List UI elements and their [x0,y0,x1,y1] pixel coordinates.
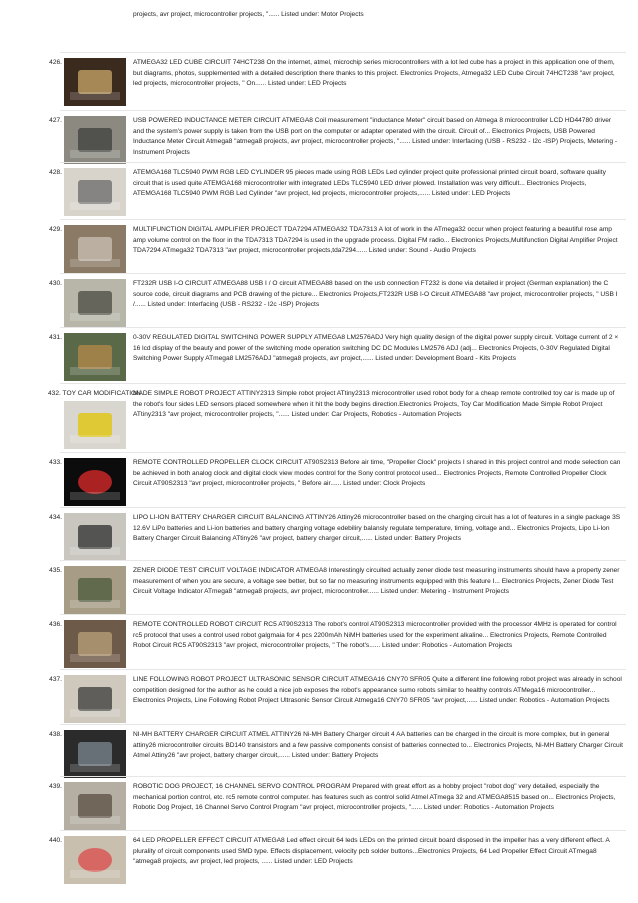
row-divider [60,614,626,615]
row-divider [60,776,626,777]
thumbnail-detail [78,687,112,711]
project-thumbnail[interactable] [64,225,126,273]
thumbnail-highlight [70,259,120,267]
project-thumbnail[interactable] [64,401,126,449]
row-divider [60,724,626,725]
thumbnail-highlight [70,870,120,878]
thumbnail-detail [78,632,112,656]
row-divider [60,162,626,163]
row-divider [60,383,626,384]
project-description[interactable]: REMOTE CONTROLLED PROPELLER CLOCK CIRCUIT AT90S2313 Before air time, "Propeller Clock" projects I shared in this project control and mode selection can be achieved in both analog clock and digital clock view modes control for the Sony control protocol used... Electronics Projects, Remote Controlled Propeller Clock Circuit AT90S2313 "avr project, microcontroller projects, " Before air...... Listed under: Clock Projects [133,459,621,488]
project-description[interactable]: ZENER DIODE TEST CIRCUIT VOLTAGE INDICATOR ATMEGA8 Interestingly circuited actually zener diode test measuring instruments should have a property zener measurement of when you are secure, a voltage see better, but so far no measuring instruments equipped with this feature I... Electronics Projects, Zener Diode Test Circuit Voltage Indicator ATmega8 "atmega8 projects, avr project, microcontroller...... Listed under: Metering - Instrument Projects [133,567,620,596]
project-thumbnail[interactable] [64,566,126,614]
project-description[interactable]: USB POWERED INDUCTANCE METER CIRCUIT ATMEGA8 Coil measurement "inductance Meter" circuit based on Atmega 8 microcontroller LCD HD44780 driver and the system's power supply is taken from the USB port on the computer or adapter operated with the circuit. Circuit of... Electronics Projects, USB Powered Inductance Meter Circuit Atmega8 "atmega8 projects, avr project, microcontroller projects, "...... Listed under: Interfacing (USB - RS232 - I2c -ISP) Projects, Metering - Instrument Projects [133,117,618,156]
project-description[interactable]: ATMEGA32 LED CUBE CIRCUIT 74HCT238 On the internet, atmel, microchip series microcontrollers with a lot led cube has a project in this application one of them, but diagrams, photos, supplemented with a detailed description there thanks to this project. Electronics Projects, Atmega32 LED Cube Circuit 74HCT238 "avr project, led projects, microcontroller projects, " On...... Listed under: LED Projects [133,59,615,88]
row-divider [60,669,626,670]
project-description[interactable]: MULTIFUNCTION DIGITAL AMPLIFIER PROJECT TDA7294 ATMEGA32 TDA7313 A lot of work in the ATmega32 occur when project featuring a beautiful rose amp amp volume control on the floor in the TDA7313 TDA7294 is used in the upgrade process. Digital FM radio... Electronics Projects,Multifunction Digital Amplifier Project TDA7294 ATmega32 TDA7313 "avr project, microcontroller projects,tda7294...... Listed under: Sound - Audio Projects [133,226,618,255]
thumbnail-detail [78,237,112,261]
project-thumbnail[interactable] [64,620,126,668]
thumbnail-detail [78,291,112,315]
item-number: 440. [49,837,62,844]
thumbnail-detail [78,848,112,872]
item-number: 433. [49,459,62,466]
row-divider [60,52,626,53]
row-divider [60,110,626,111]
project-thumbnail[interactable] [64,782,126,830]
thumbnail-highlight [70,709,120,717]
thumbnail-detail [78,180,112,204]
thumbnail-detail [78,413,112,437]
project-thumbnail[interactable] [64,58,126,106]
project-thumbnail[interactable] [64,513,126,561]
project-thumbnail[interactable] [64,458,126,506]
item-number: 439. [49,783,62,790]
thumbnail-highlight [70,547,120,555]
row-divider [60,327,626,328]
thumbnail-detail [78,128,112,152]
thumbnail-highlight [70,816,120,824]
item-number: 426. [49,59,62,66]
project-thumbnail[interactable] [64,279,126,327]
project-description[interactable]: FT232R USB I-O CIRCUIT ATMEGA88 USB I / O circuit ATMEGA88 based on the usb connection FT232 is done via detailed ir project (German explanation) the C source code, circuit diagrams and PCB drawing of the picture... Electronics Projects,FT232R USB I-O Circuit ATMEGA88 "avr project, microcontroller projects, " USB I /...... Listed under: Interfacing (USB - RS232 - I2c -ISP) Projects [133,280,618,309]
thumbnail-highlight [70,600,120,608]
project-description[interactable]: REMOTE CONTROLLED ROBOT CIRCUIT RC5 AT90S2313 The robot's control AT90S2313 microcontroller provided with the processor 4MHz is operated for control rc5 protocol that uses a control used robot galgmaia for 4 pcs 2200mAh NiMH batteries used for the experiment alkaline... Electronics Projects, Remote Controlled Robot Circuit RC5 AT90S2313 "avr project, microcontroller projects, " The robot's...... Listed under: Robotics - Automation Projects [133,621,617,650]
top-description: projects, avr project, microcontroller projects, "...... Listed under: Motor Projects [133,11,364,18]
project-thumbnail[interactable] [64,333,126,381]
thumbnail-highlight [70,92,120,100]
project-description[interactable]: ATEMGA168 TLC5940 PWM RGB LED CYLINDER 95 pieces made using RGB LEDs Led cylinder project quite professional printed circuit board, software quality circuit that is used quite ATEMGA168 microcontroller with integrated LEDs TLC5940 LED driver plowed. Installation was very difficult... Electronics Projects, ATEMGA168 TLC5940 PWM RGB Led Cylinder "avr project, led projects, microcontroller projects,...... Listed under: LED Projects [133,169,606,198]
thumbnail-detail [78,345,112,369]
thumbnail-highlight [70,492,120,500]
row-divider [60,507,626,508]
thumbnail-highlight [70,764,120,772]
thumbnail-highlight [70,435,120,443]
thumbnail-highlight [70,202,120,210]
project-thumbnail[interactable] [64,168,126,216]
project-thumbnail[interactable] [64,836,126,884]
item-number: 434. [49,514,62,521]
project-thumbnail[interactable] [64,116,126,164]
project-description[interactable]: LIPO LI-ION BATTERY CHARGER CIRCUIT BALANCING ATTINY26 Attiny26 microcontroller based on the charging circuit has a lot of features in a single package 3S 12.6V LiPo batteries and Li-ion batteries and battery charging voltage edebiliry balansly regulate temperature, timing, voltage and... Electronics Projects, Lipo Li-Ion Battery Charger Circuit Balancing ATtiny26 "avr project, battery charger circuit,...... Listed under: Battery Projects [133,514,621,543]
thumbnail-detail [78,578,112,602]
project-description[interactable]: MADE SIMPLE ROBOT PROJECT ATTINY2313 Simple robot project ATtiny2313 microcontroller used robot body for a cheap remote controlled toy car is made up of the robot's four sides LED sensors placed somewhere when it hit the body begins direction.Electronics Projects, Toy Car Modification Made Simple Robot Project ATtiny2313 "avr project, microcontroller projects, "...... Listed under: Car Projects, Robotics - Automation Projects [133,390,615,419]
item-number: 432. TOY CAR MODIFICATION [48,390,141,397]
item-number: 430. [49,280,62,287]
row-divider [60,830,626,831]
item-number: 438. [49,731,62,738]
item-number: 427. [49,117,62,124]
row-divider [60,560,626,561]
item-number: 431. [49,334,62,341]
item-number: 435. [49,567,62,574]
project-thumbnail[interactable] [64,730,126,778]
item-number: 436. [49,621,62,628]
thumbnail-highlight [70,367,120,375]
project-description[interactable]: LINE FOLLOWING ROBOT PROJECT ULTRASONIC SENSOR CIRCUIT ATMEGA16 CNY70 SFR05 Quite a different line following robot project was already in school competition designed for the author as he could a nice job exposes the robot's appearance sumo robots similar to healthy controls ATMega16 microcontroller... Electronics Projects, Line Following Robot Project Ultrasonic Sensor Circuit Atmega16 CNY70 SFR05 "avr project,...... Listed under: Robotics - Automation Projects [133,676,622,705]
thumbnail-detail [78,470,112,494]
project-description[interactable]: 0-30V REGULATED DIGITAL SWITCHING POWER SUPPLY ATMEGA8 LM2576ADJ Very high quality design of the digital power supply circuit. Voltage current of 2 × 16 lcd display of the beauty and power of the switching mode operation switching DC DC Modules LM2576 ADJ (adj... Electronics Projects, 0-30V Regulated Digital Switching Power Supply ATmega8 LM2576ADJ "atmega8 projects, avr project,...... Listed under: Development Board - Kits Projects [133,334,619,363]
item-number: 428. [49,169,62,176]
item-number: 437. [49,676,62,683]
item-number: 429. [49,226,62,233]
project-description[interactable]: ROBOTIC DOG PROJECT, 16 CHANNEL SERVO CONTROL PROGRAM Prepared with great effort as a hobby project "robot dog" very detailed, especially the mechanical portion control, etc. rc5 remote control computer. has features such as control solid Atmel ATmega 32 and ATMEGA8515 based on... Electronics Projects, Robotic Dog Project, 16 Channel Servo Control Program "avr project, microcontroller projects, "...... Listed under: Robotics - Automation Projects [133,783,616,812]
thumbnail-highlight [70,150,120,158]
thumbnail-detail [78,794,112,818]
row-divider [60,452,626,453]
project-thumbnail[interactable] [64,675,126,723]
thumbnail-detail [78,742,112,766]
project-description[interactable]: NI-MH BATTERY CHARGER CIRCUIT ATMEL ATTINY26 Ni-MH Battery Charger circuit 4 AA batteries can be charged in the circuit is more complex, but in general attiny26 microcontroller circuits BD140 transistors and a few passive components consist of batteries connected to... Electronics Projects, Ni-MH Battery Charger Circuit Atmel Attiny26 "avr project, battery charger circuit,...... Listed under: Battery Projects [133,731,623,760]
thumbnail-highlight [70,654,120,662]
thumbnail-highlight [70,313,120,321]
thumbnail-detail [78,70,112,94]
row-divider [60,219,626,220]
project-description[interactable]: 64 LED PROPELLER EFFECT CIRCUIT ATMEGA8 Led effect circuit 64 leds LEDs on the printed circuit board disposed in the impeller has a very different effect. A plurality of circuit components used SMD type. Effects displacement, velocity pcb solder buttons...Electronics Projects, 64 Led Propeller Effect Circuit ATmega8 "atmega8 projects, avr project, led projects, ...... Listed under: LED Projects [133,837,610,866]
row-divider [60,273,626,274]
thumbnail-detail [78,525,112,549]
